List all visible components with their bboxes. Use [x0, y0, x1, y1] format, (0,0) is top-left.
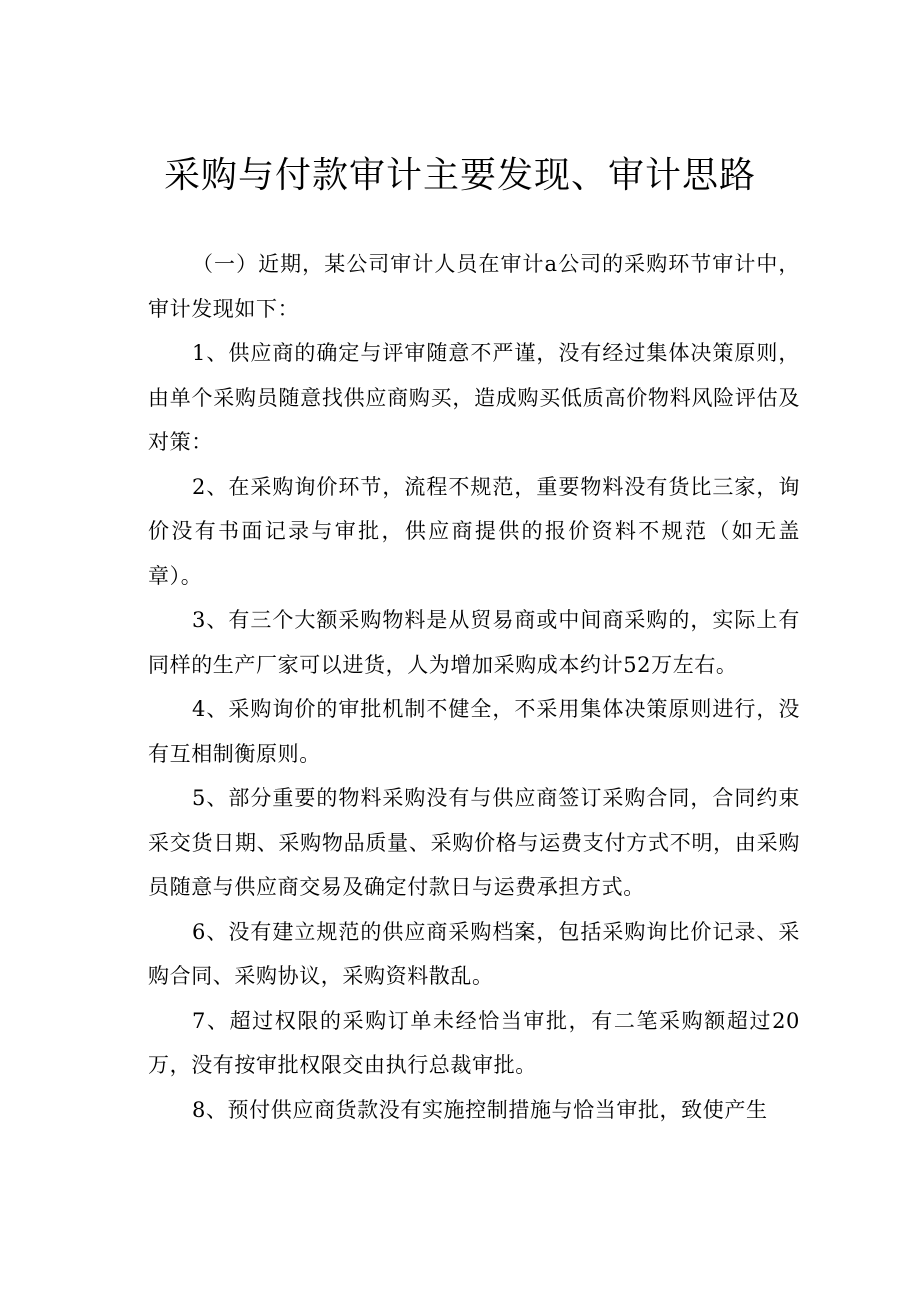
document-title: 采购与付款审计主要发现、审计思路: [163, 155, 756, 196]
paragraph-finding-2: 2、在采购询价环节，流程不规范，重要物料没有货比三家，询价没有书面记录与审批，供应商提供的报价资料不规范（如无盖章）。: [148, 474, 800, 588]
paragraph-finding-4: 4、采购询价的审批机制不健全，不采用集体决策原则进行，没有互相制衡原则。: [148, 697, 800, 766]
document-body: [148, 242, 800, 1132]
paragraph-finding-6: 6、没有建立规范的供应商采购档案，包括采购询比价记录、采购合同、采购协议，采购资料散乱。: [148, 919, 800, 988]
paragraph-finding-8: 8、预付供应商货款没有实施控制措施与恰当审批，致使产生: [192, 1097, 768, 1122]
paragraph-finding-1: 1、供应商的确定与评审随意不严谨，没有经过集体决策原则，由单个采购员随意找供应商购买，造成购买低质高价物料风险评估及对策：: [148, 341, 800, 454]
paragraph-finding-5: 5、部分重要的物料采购没有与供应商签订采购合同，合同约束采交货日期、采购物品质量、采购价格与运费支付方式不明，由采购员随意与供应商交易及确定付款日与运费承担方式。: [148, 786, 800, 899]
paragraph-finding-3: 3、有三个大额采购物料是从贸易商或中间商采购的，实际上有同样的生产厂家可以进货，人为增加采购成本约计52万左右。: [148, 608, 800, 677]
paragraph-intro: （一）近期，某公司审计人员在审计a公司的采购环节审计中，审计发现如下：: [148, 252, 800, 321]
paragraph-finding-7: 7、超过权限的采购订单未经恰当审批，有二笔采购额超过20万，没有按审批权限交由执行总裁审批。: [148, 1008, 800, 1077]
